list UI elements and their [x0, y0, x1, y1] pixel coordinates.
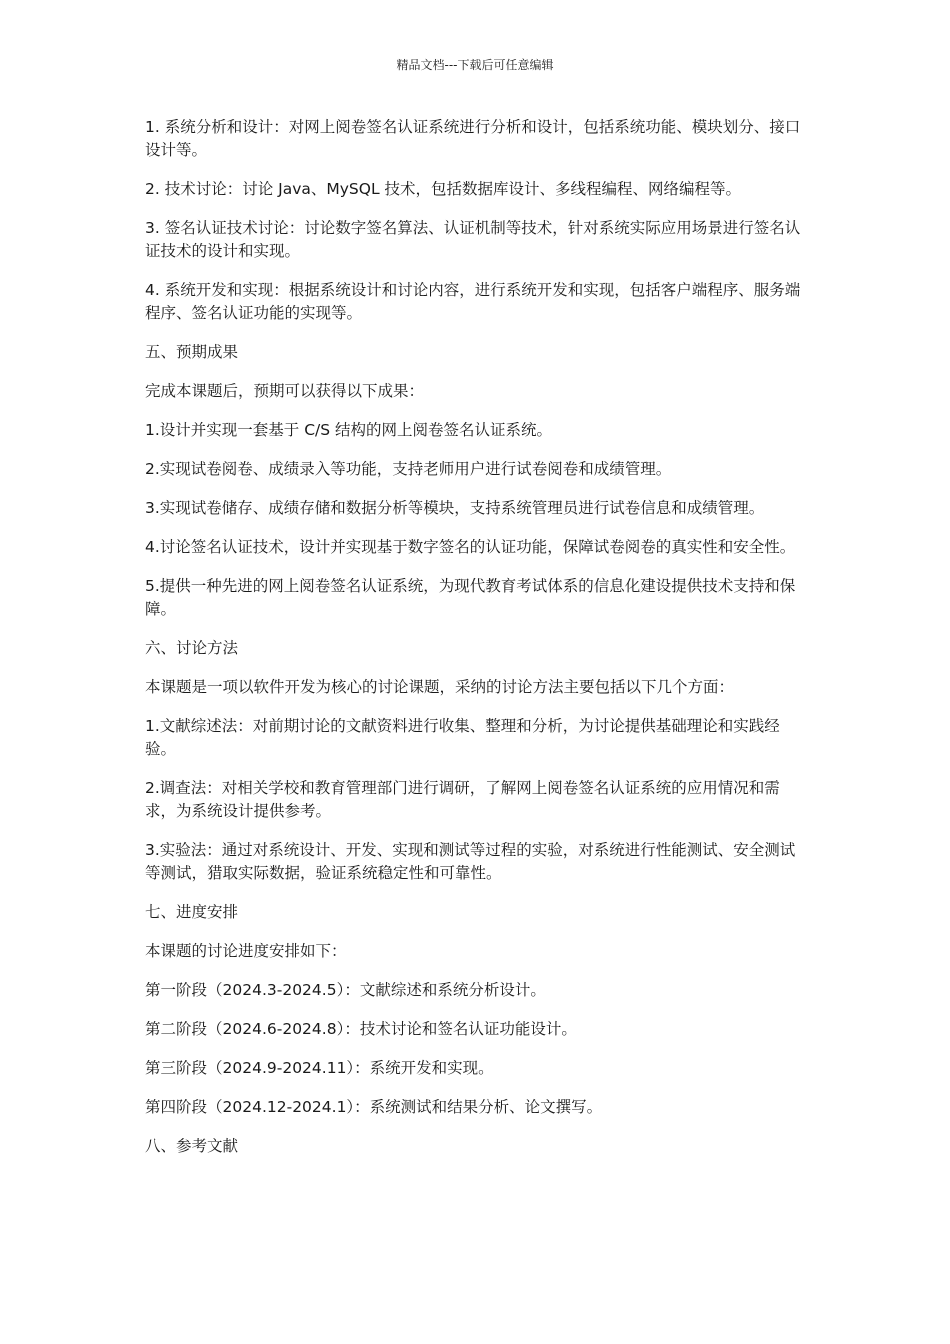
section-heading-expected-results: 五、预期成果 — [145, 343, 239, 361]
list-item-method-3: 3.实验法：通过对系统设计、开发、实现和测试等过程的实验，对系统进行性能测试、安全测试等测试，猎取实际数据，验证系统稳定性和可靠性。 — [145, 841, 796, 882]
paragraph-tech-discussion: 2. 技术讨论：讨论 Java、MySQL 技术，包括数据库设计、多线程编程、网络编程等。 — [145, 180, 742, 198]
section-heading-references: 八、参考文献 — [145, 1137, 239, 1155]
list-item-phase-4: 第四阶段（2024.12-2024.1）：系统测试和结果分析、论文撰写。 — [145, 1098, 603, 1116]
paragraph-schedule-intro: 本课题的讨论进度安排如下： — [145, 942, 347, 960]
paragraph-system-analysis: 1. 系统分析和设计：对网上阅卷签名认证系统进行分析和设计，包括系统功能、模块划分、接口设计等。 — [145, 118, 801, 159]
list-item-method-1: 1.文献综述法：对前期讨论的文献资料进行收集、整理和分析，为讨论提供基础理论和实践经验。 — [145, 717, 780, 758]
list-item-phase-2: 第二阶段（2024.6-2024.8）：技术讨论和签名认证功能设计。 — [145, 1020, 577, 1038]
section-heading-methods: 六、讨论方法 — [145, 639, 239, 657]
paragraph-methods-intro: 本课题是一项以软件开发为核心的讨论课题，采纳的讨论方法主要包括以下几个方面： — [145, 678, 735, 696]
list-item-phase-1: 第一阶段（2024.3-2024.5）：文献综述和系统分析设计。 — [145, 981, 546, 999]
list-item-result-2: 2.实现试卷阅卷、成绩录入等功能，支持老师用户进行试卷阅卷和成绩管理。 — [145, 460, 672, 478]
list-item-result-4: 4.讨论签名认证技术，设计并实现基于数字签名的认证功能，保障试卷阅卷的真实性和安全性。 — [145, 538, 796, 556]
list-item-result-1: 1.设计并实现一套基于 C/S 结构的网上阅卷签名认证系统。 — [145, 421, 553, 439]
list-item-phase-3: 第三阶段（2024.9-2024.11）：系统开发和实现。 — [145, 1059, 494, 1077]
page-header: 精品文档---下载后可任意编辑 — [396, 58, 554, 72]
paragraph-system-dev: 4. 系统开发和实现：根据系统设计和讨论内容，进行系统开发和实现，包括客户端程序、服务端程序、签名认证功能的实现等。 — [145, 281, 801, 322]
paragraph-signature-tech: 3. 签名认证技术讨论：讨论数字签名算法、认证机制等技术，针对系统实际应用场景进行签名认证技术的设计和实现。 — [145, 219, 801, 260]
paragraph-results-intro: 完成本课题后，预期可以获得以下成果： — [145, 382, 425, 400]
list-item-result-5: 5.提供一种先进的网上阅卷签名认证系统，为现代教育考试体系的信息化建设提供技术支持和保障。 — [145, 577, 796, 618]
document-body — [145, 116, 810, 1174]
list-item-method-2: 2.调查法：对相关学校和教育管理部门进行调研，了解网上阅卷签名认证系统的应用情况和需求，为系统设计提供参考。 — [145, 779, 780, 820]
list-item-result-3: 3.实现试卷储存、成绩存储和数据分析等模块，支持系统管理员进行试卷信息和成绩管理。 — [145, 499, 765, 517]
section-heading-schedule: 七、进度安排 — [145, 903, 239, 921]
